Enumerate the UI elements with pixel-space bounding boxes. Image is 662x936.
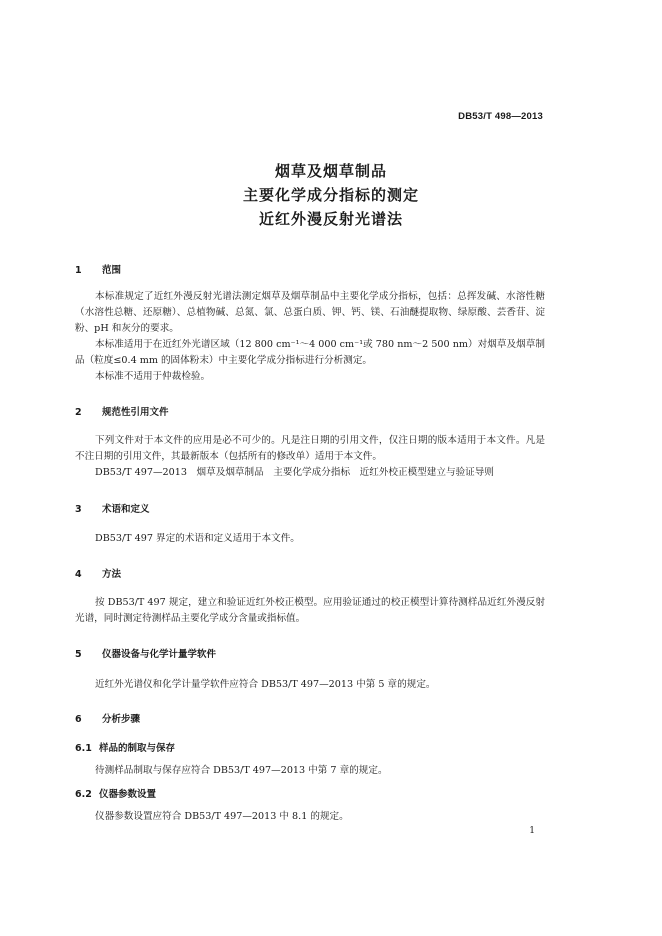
standard-number: DB53/T 498—2013 xyxy=(458,111,543,122)
paragraph: 按 DB53/T 497 规定，建立和验证近红外校正模型。应用验证通过的校正模型计算待测样品近红外漫反射光谱，同时测定待测样品主要化学成分含量或指标值。 xyxy=(75,597,545,624)
section-1-heading xyxy=(75,262,121,276)
section-number: 2 xyxy=(75,407,82,418)
document-title-line-2: 主要化学成分指标的测定 xyxy=(242,186,419,204)
section-number: 5 xyxy=(75,649,82,660)
paragraph: 本标准不适用于仲裁检验。 xyxy=(95,371,211,382)
subsection-title: 仪器参数设置 xyxy=(99,789,157,800)
subsection-title: 样品的制取与保存 xyxy=(99,743,176,754)
section-title: 分析步骤 xyxy=(102,714,141,725)
section-2-heading xyxy=(75,404,169,418)
section-title: 术语和定义 xyxy=(102,504,150,515)
section-title: 仪器设备与化学计量学软件 xyxy=(102,649,217,660)
normative-reference: DB53/T 497—2013 烟草及烟草制品 主要化学成分指标 近红外校正模型建立与验证导则 xyxy=(95,467,494,478)
section-1-body xyxy=(75,289,545,385)
section-4-body xyxy=(75,595,545,627)
section-5-heading xyxy=(75,646,216,660)
section-number: 3 xyxy=(75,504,82,515)
section-3-paragraph: DB53/T 497 界定的术语和定义适用于本文件。 xyxy=(95,533,300,544)
subsection-6-2-paragraph: 仪器参数设置应符合 DB53/T 497—2013 中 8.1 的规定。 xyxy=(95,811,349,822)
subsection-6-2-heading xyxy=(75,786,156,800)
document-title-line-3: 近红外漫反射光谱法 xyxy=(258,210,403,228)
section-2-body xyxy=(75,433,545,481)
document-title-line-1: 烟草及烟草制品 xyxy=(274,162,387,180)
section-3-heading xyxy=(75,501,150,515)
subsection-6-1-paragraph: 待测样品制取与保存应符合 DB53/T 497—2013 中第 7 章的规定。 xyxy=(95,765,388,776)
section-title: 方法 xyxy=(102,569,122,580)
page-number: 1 xyxy=(529,826,535,836)
section-5-paragraph: 近红外光谱仪和化学计量学软件应符合 DB53/T 497—2013 中第 5 章的规定。 xyxy=(95,679,436,690)
subsection-6-1-heading xyxy=(75,740,175,754)
subsection-number: 6.2 xyxy=(75,789,92,800)
section-title: 范围 xyxy=(102,265,122,276)
section-title: 规范性引用文件 xyxy=(102,407,169,418)
section-number: 1 xyxy=(75,265,82,276)
paragraph: 下列文件对于本文件的应用是必不可少的。凡是注日期的引用文件，仅注日期的版本适用于本文件。凡是不注日期的引用文件，其最新版本（包括所有的修改单）适用于本文件。 xyxy=(75,435,545,462)
paragraph: 本标准规定了近红外漫反射光谱法测定烟草及烟草制品中主要化学成分指标，包括：总挥发碱、水溶性糖（水溶性总糖、还原糖）、总植物碱、总氮、氯、总蛋白质、钾、钙、镁、石油醚提取物、绿原酸、芸香苷、淀粉、pH 和灰分的要求。 xyxy=(75,291,545,334)
section-6-heading xyxy=(75,711,140,725)
paragraph: 本标准适用于在近红外光谱区域（12 800 cm⁻¹～4 000 cm⁻¹或 780 nm～2 500 nm）对烟草及烟草制品（粒度≤0.4 mm 的固体粉末）中主要化学成分指标进行分析测定。 xyxy=(75,339,545,366)
section-4-heading xyxy=(75,566,121,580)
subsection-number: 6.1 xyxy=(75,743,92,754)
section-number: 6 xyxy=(75,714,82,725)
section-number: 4 xyxy=(75,569,82,580)
